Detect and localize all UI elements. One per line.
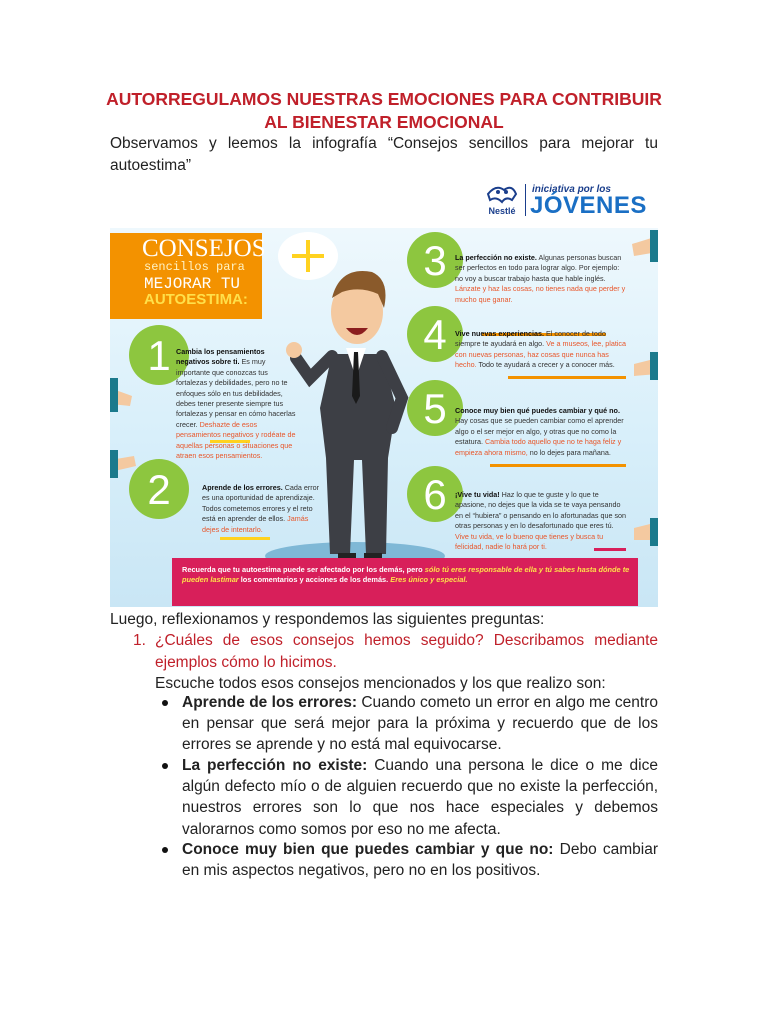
tip-2: Aprende de los errores. Cada error es una oportunidad de aprendizaje. Todos cometemos errores y el reto está en aprender de ellos. Jamás dejes de intentarlo. [202,483,320,534]
bullet-dot [162,763,168,769]
tip-number-4: 4 [423,311,447,358]
bullet-text: Debo cambiar en mis aspectos negativos, pero no en los positivos. [182,841,658,880]
page-title: AUTORREGULAMOS NUESTRAS EMOCIONES PARA CONTRIBUIR AL BIENESTAR EMOCIONAL [106,89,662,132]
heading-consejos: CONSEJOS [142,235,266,262]
question-1 [135,630,658,674]
logo-jovenes: JÓVENES [530,192,647,219]
nestle-wordmark: Nestlé [488,206,516,216]
answer-intro: Escuche todos esos consejos mencionados y los que realizo son: [155,675,606,692]
logo-iniciativa: iniciativa por los [532,184,611,195]
tip-3: La perfección no existe. Algunas personas buscan ser perfectos en todo para lograr algo. Por ejemplo: no voy a buscar trabajo hasta que hable inglés. Lánzate y haz las cosas, no tienes nada que perder y mucho que ganar. [455,253,626,304]
tip-number-6: 6 [423,471,447,518]
bullet-dot [162,700,168,706]
intro-paragraph: Observamos y leemos la infografía “Consejos sencillos para mejorar tu autoestima” [110,135,658,174]
bullet-label: La perfección no existe: [182,757,368,774]
question-1-text: ¿Cuáles de esos consejos hemos seguido? Describamos mediante ejemplos cómo lo hicimos. [155,632,658,671]
tip-underline-2 [220,537,270,540]
tip-number-3: 3 [423,237,447,284]
bullet-text: Cuando cometo un error en algo me centro en pensar que será mejor para la próxima y recuerdo que de los errores se aprende y no está mal equivocarse. [182,694,659,754]
heading-mejorar: MEJORAR TU [144,275,241,293]
bullet-text: Cuando una persona le dice o me dice algún defecto mío o de alguien recuerdo que no existe la perfección, nuestros errores son lo que nos hace especiales y debemos valorarnos como somos por eso no me afecta. [182,757,658,838]
tip-number-2: 2 [147,466,171,513]
heading-autoestima: AUTOESTIMA: [144,291,248,308]
tip-5: Conoce muy bien qué puedes cambiar y qué no. Hay cosas que se pueden cambiar como el aprender algo o el ser mejor en algo, y otras que no como la estatura. Cambia todo aquello que no te haga feliz y empieza ahora mismo, no lo dejes para mañana. [455,406,624,457]
bullet-item [182,839,658,881]
question-1-number: 1. [133,632,146,649]
bullet-item [182,692,658,756]
logo-divider [525,184,526,216]
tip-number-5: 5 [423,385,447,432]
infographic [110,228,658,607]
bullet-item [182,755,658,840]
tip-1: Cambia los pensamientos negativos sobre ti. Es muy importante que conozcas tus fortalezas y debilidades, pero no te enfoques sólo en tus debilidades, debes tener presente siempre tus fortalezas y pensar en cómo hacerlas crecer. Deshazte de esos pensamientos negativos y rodéate de aquellas personas o situaciones que atraen esos pensamientos. [176,347,296,461]
bullet-label: Aprende de los errores: [182,694,357,711]
tip-4: Vive nuevas experiencias. El conocer de todo siempre te ayudará en algo. Ve a museos, lee, platica con nuevas personas, haz cosas que nunca has hecho. Todo te ayudará a crecer y a conocer más. [455,329,627,370]
heading-sencillos: sencillos para [144,260,245,274]
questions-heading: Luego, reflexionamos y respondemos las siguientes preguntas: [110,611,545,628]
banner-message: Recuerda que tu autoestima puede ser afectado por los demás, pero sólo tú eres responsable de ella y tú sabes hasta dónde te pueden lastimar los comentarios y acciones de los demás. Eres único y especial. [182,565,630,584]
sponsor-logos [482,180,647,220]
bullet-label: Conoce muy bien que puedes cambiar y que no: [182,841,554,858]
tip-underline-5 [490,464,626,467]
bullet-dot [162,847,168,853]
tip-number-1: 1 [147,332,171,379]
nestle-logo [482,180,522,218]
tip-6: ¡Vive tu vida! Haz lo que te guste y lo que te apasione, no dejes que la vida se te vaya pensando en el “hubiera” o pensando en lo afortunadas que son otras personas y en lo desafortunado que eres tú. Vive tu vida, ve lo bueno que tienes y busca tu felicidad, nadie lo hará por ti. [455,490,627,552]
tip-underline-4 [508,376,626,379]
